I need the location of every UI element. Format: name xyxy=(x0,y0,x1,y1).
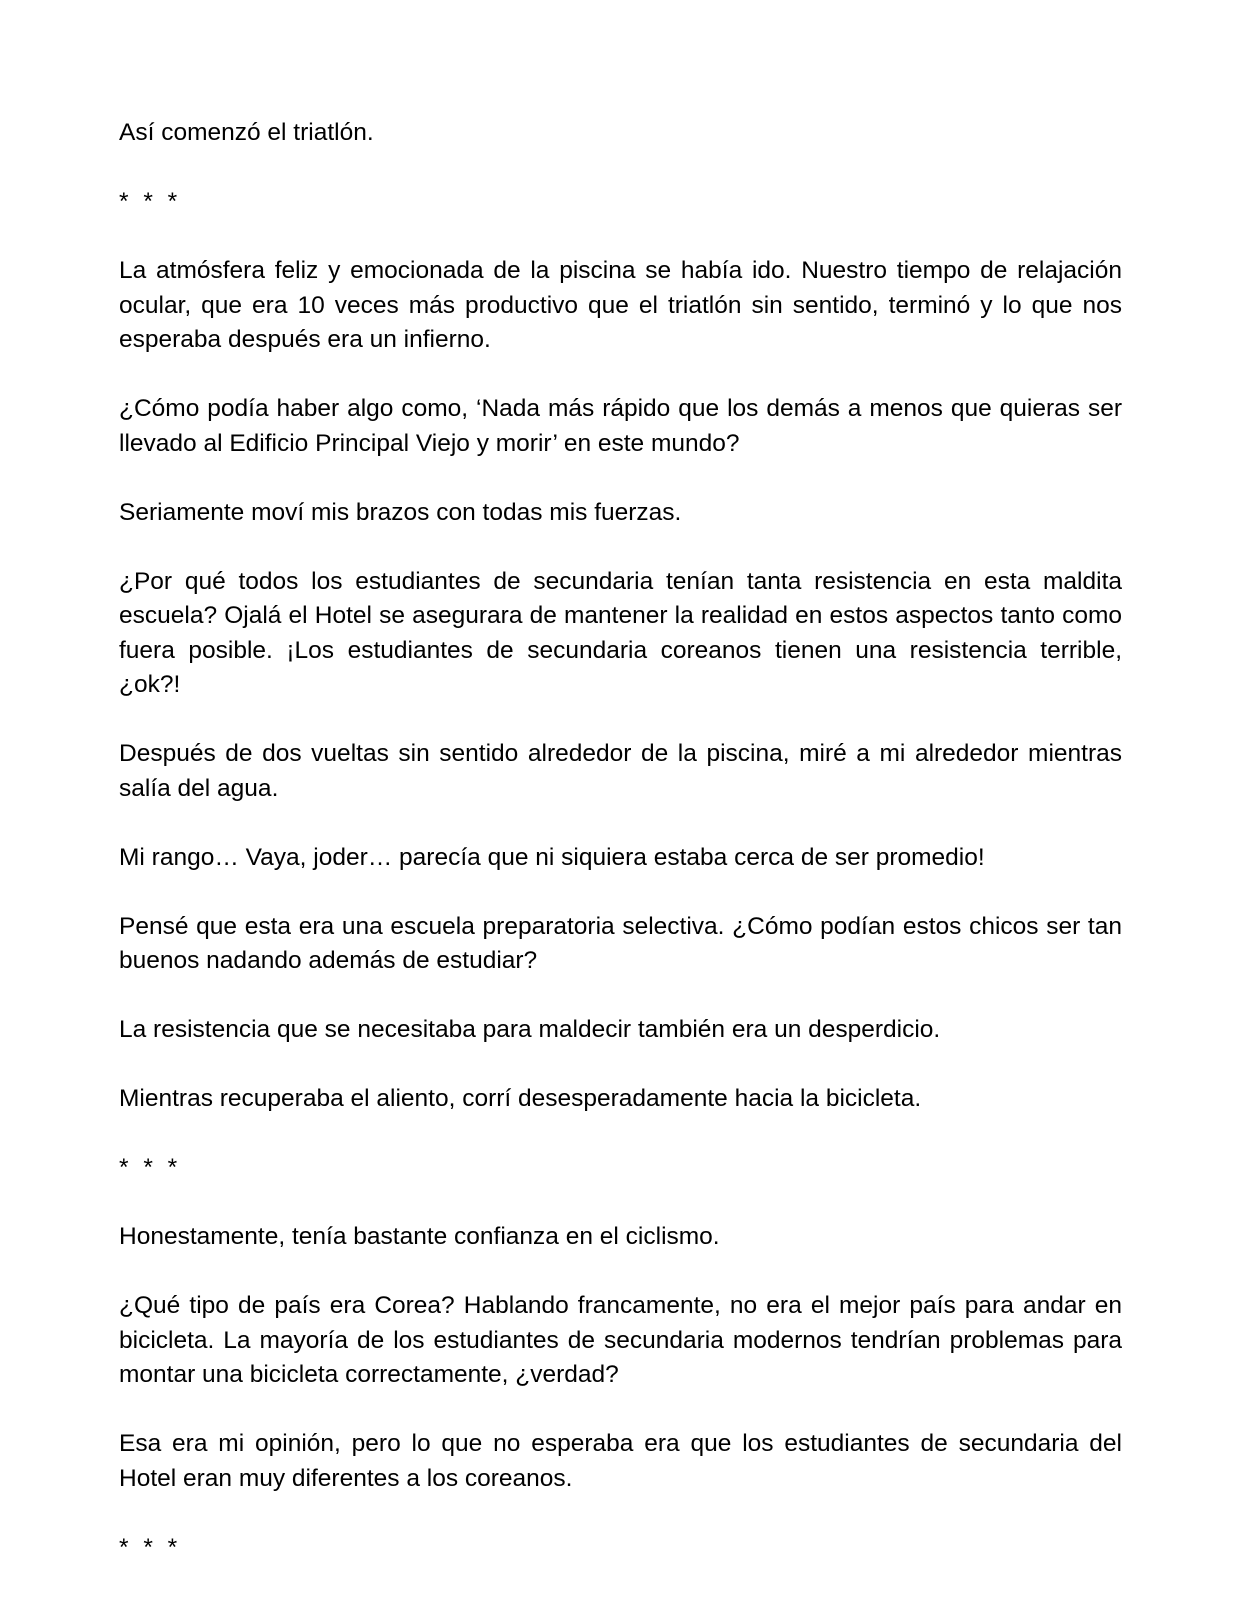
paragraph: Seriamente moví mis brazos con todas mis fuerzas. xyxy=(119,498,682,526)
paragraph: ¿Cómo podía haber algo como, ‘Nada más rápido que los demás a menos que quieras ser llevado al Edificio Principal Viejo y morir’ en este mundo? xyxy=(119,395,1122,457)
paragraph: Honestamente, tenía bastante confianza en el ciclismo. xyxy=(119,1223,720,1250)
section-separator: * * * xyxy=(119,1533,182,1561)
paragraph: La atmósfera feliz y emocionada de la piscina se había ido. Nuestro tiempo de relajación ocular, que era 10 veces más productivo que el triatlón sin sentido, terminó y lo que nos esperaba después era un infierno. xyxy=(119,257,1122,353)
section-separator: * * * xyxy=(119,188,182,215)
paragraph: Mientras recuperaba el aliento, corrí desesperadamente hacia la bicicleta. xyxy=(119,1085,922,1112)
paragraph: Después de dos vueltas sin sentido alrededor de la piscina, miré a mi alrededor mientras salía del agua. xyxy=(119,740,1122,802)
paragraph: ¿Por qué todos los estudiantes de secundaria tenían tanta resistencia en esta maldita escuela? Ojalá el Hotel se asegurara de mantener la realidad en estos aspectos tanto como fuera posible. ¡Los estudiantes de secundaria coreanos tienen una resistencia terrible, ¿ok?! xyxy=(119,567,1122,698)
paragraph: La resistencia que se necesitaba para maldecir también era un desperdicio. xyxy=(119,1016,941,1043)
paragraph: ¿Qué tipo de país era Corea? Hablando francamente, no era el mejor país para andar en bicicleta. La mayoría de los estudiantes de secundaria modernos tendrían problemas para montar una bicicleta correctamente, ¿verdad? xyxy=(119,1292,1122,1388)
paragraph: Pensé que esta era una escuela preparatoria selectiva. ¿Cómo podían estos chicos ser tan buenos nadando además de estudiar? xyxy=(119,912,1122,974)
paragraph: Mi rango… Vaya, joder… parecía que ni siquiera estaba cerca de ser promedio! xyxy=(119,843,985,871)
paragraph: Esa era mi opinión, pero lo que no esperaba era que los estudiantes de secundaria del Hotel eran muy diferentes a los coreanos. xyxy=(119,1430,1122,1492)
section-separator: * * * xyxy=(119,1154,182,1181)
paragraph: Así comenzó el triatlón. xyxy=(119,119,374,146)
